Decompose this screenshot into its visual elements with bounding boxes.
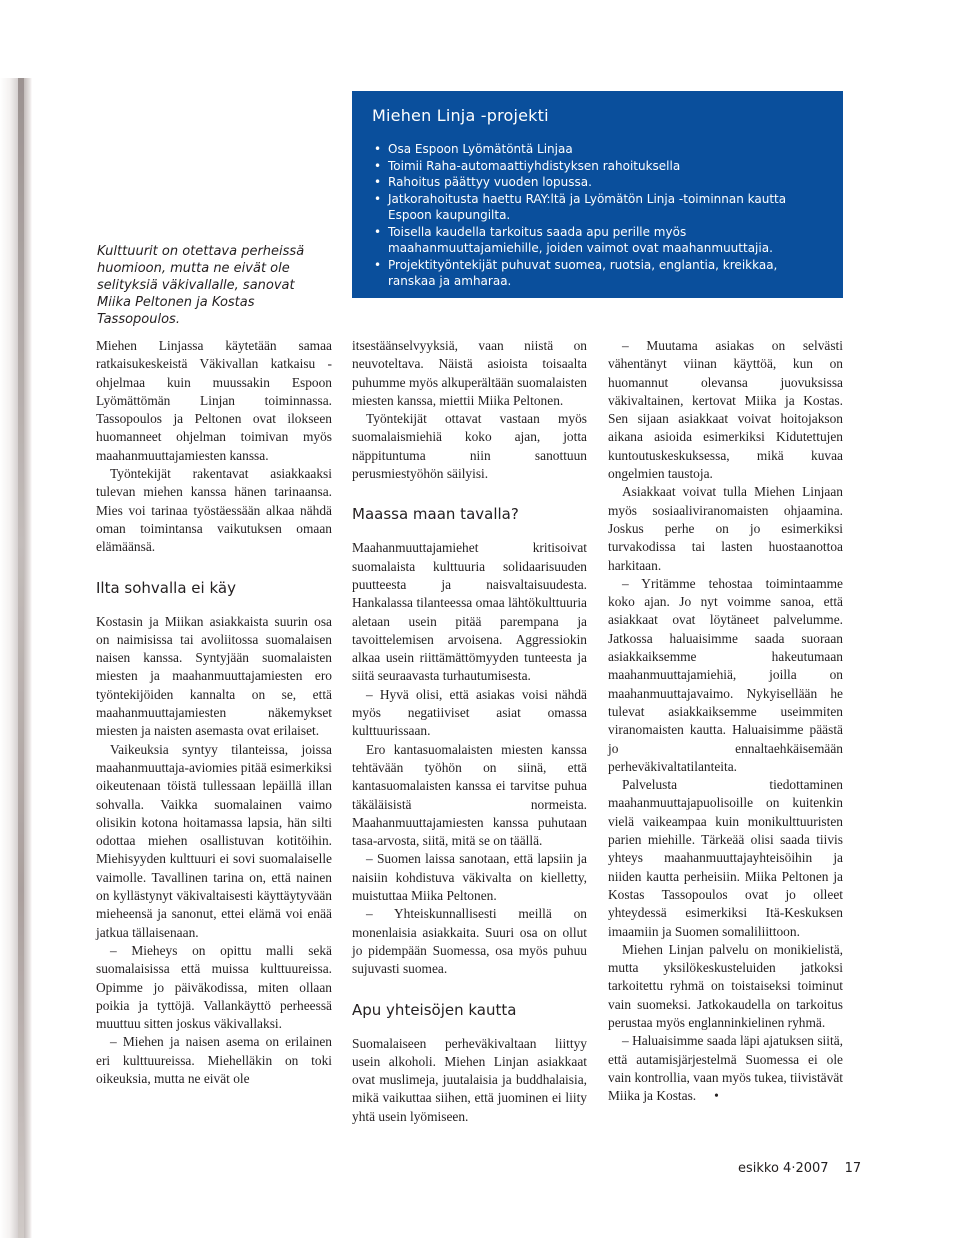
paragraph: Asiakkaat voivat tulla Miehen Linjaan myös sosiaaliviranomaisten ohjaamina. Joskus perhe on jo esimerkiksi turvakodissa tai lasten huostaanottoa harkitaan. [608,484,843,573]
paragraph: – Mieheys on opittu malli sekä suomalaisissa että muissa kulttuureissa. Opimme jo päiväkodissa, miten ollaan poikia ja tyttöjä. Vallankäyttö perheessä muuttuu sitten joskus väkivallaksi. [96,942,332,1032]
info-box-title: Miehen Linja -projekti [372,106,549,125]
info-box-item: • Toimii Raha-automaattiyhdistyksen rahoituksella [372,158,823,175]
paragraph: itsestäänselvyyksiä, vaan niistä on neuvoteltava. Näistä asioista toisaalta puhumme myös alkuperältään suomalaisten miesten kanssa, miettii Miika Peltonen. [352,338,587,408]
paragraph: Kostasin ja Miikan asiakkaista suurin osa on naimisissa tai avoliitossa suomalaisen naisen kanssa. Syntyjään suomalaisten miesten ja maahanmuuttajamiesten ero työntekijöiden kannalta on se, että maahanmuuttajamiesten näkemykset miesten ja naisten asemasta ovat erilaiset. [96,613,332,739]
info-box [352,91,843,298]
info-box-item: • Osa Espoon Lyömätöntä Linjaa [372,141,823,158]
paragraph [608,1032,843,1105]
subheading: Maassa maan tavalla? [352,505,519,524]
info-box-list [372,141,823,290]
paragraph: – Muutama asiakas on selvästi vähentänyt viinan käyttöä, kun on huomannut olevansa juovuksissa väkivaltainen, kertovat Miika ja Kostas. Sen sijaan asiakkaat voivat hoitojakson aikana asioida esimerkiksi Kidutettujen kuntoutuskeskuksessa, mikä kuvaa ongelmien taustoja. [608,338,843,482]
paragraph: – Miehen ja naisen asema on erilainen eri kulttuureissa. Miehelläkin on toki oikeuksia, mutta ne eivät ole [96,1034,332,1086]
paragraph: Vaikeuksia syntyy tilanteissa, joissa maahanmuuttaja-aviomies pitää esimerkiksi oikeutenaan töistä tullessaan lepäillä illan sohvalla. Vaikka suomalainen vaimo olisikin kotona hoitamassa lapsia, hän silti odottaa miehen osallistuvan kotitöihin. Miehisyyden kulttuuri ei sovi suomalaiselle vaimolle. Tavallinen tarina on, että nainen on kyllästynyt väkivaltaisesti käyttäytyvään mieheensä ja sanonut, ettei elämä voi enää jatkua tällaisenaan. [96,741,332,940]
article-column-2 [352,337,587,1126]
page-number: 17 [844,1161,862,1176]
paragraph: – Hyvä olisi, että asiakas voisi nähdä myös negatiiviset asiat omassa kulttuurissaan. [352,686,587,739]
info-box-item: • Jatkorahoitusta haettu RAY:ltä ja Lyömätön Linja -toiminnan kautta Espoon kaupungilta. [372,191,823,224]
photo-edge [0,78,32,1238]
end-mark: • [714,1088,719,1104]
paragraph-text: – Haluaisimme saada läpi ajatuksen siitä, että autamisjärjestelmä Suomessa ei ole vain kontrollia, vaan myös tukea, tiivistävät Miika ja Kostas. [608,1033,843,1104]
paragraph: Työntekijät ottavat vastaan myös suomalaismiehiä koko ajan, jotta näppituntuma niin sanottuun perusmiestyöhön säilyisi. [352,411,587,482]
subheading: Ilta sohvalla ei käy [96,578,236,597]
paragraph: – Yritämme tehostaa toimintaamme koko ajan. Jo nyt voimme sanoa, että asiakkaat ovat löytäneet palvelumme. Jatkossa haluaisimme saada suoraan asiakkaiksemme hakeutumaan maahanmuuttajamiehiä, joilla on maahanmuuttajavaimo. Nykyisellään he tulevat asiakkaiksemme useimmiten viranomaisten kautta. Haluaisimme päästä jo ennaltaehkäisemään perheväkivaltatilanteita. [608,575,843,774]
paragraph: Miehen Linjassa käytetään samaa ratkaisukeskeistä Väkivallan katkaisu -ohjelmaa kuin muussakin Espoon Lyömättömän Linjan toiminnassa. Tassopoulos ja Peltonen ovat ilokseen huomanneet ohjelman toimivan myös maahanmuuttajamiesten kanssa. [96,338,332,463]
publication-name: esikko 4·2007 [738,1161,829,1176]
paragraph: – Yhteiskunnallisesti meillä on monenlaisia asiakkaita. Suuri osa on ollut jo pidempään Suomessa, osa myös puhuu sujuvasti suomea. [352,906,587,977]
info-box-item: • Toisella kaudella tarkoitus saada apu perille myös maahanmuuttajamiehille, joiden vaimot ovat maahanmuuttajia. [372,224,823,257]
paragraph: Ero kantasuomalaisten miesten kanssa tehtävään työhön on siinä, että kantasuomalaisten kanssa ei tarvitse puhua täkäläisistä normeista. Maahanmuuttajamiesten kanssa puhutaan tasa-arvosta, siitä, mitä se on täällä. [352,741,587,849]
page-footer [738,1161,861,1176]
photo-caption: Kulttuurit on otettava perheissä huomioon, mutta ne eivät ole selityksiä väkivallalle, sanovat Miika Peltonen ja Kostas Tassopoulos. [97,244,305,327]
article-column-3 [608,337,843,1105]
paragraph: Palvelusta tiedottaminen maahanmuuttajapuolisoille on kuitenkin vielä vaikeampaa kuin monikulttuuristen parien miehille. Tärkeää olisi saada tiivis yhteys maahanmuuttajayhteisöihin ja niiden kautta perheisiin. Miika Peltonen ja Kostas Tassopoulos ovat jo olleet yhteydessä esimerkiksi Itä-Keskuksen imaamiin ja Suomen somaliliittoon. [608,777,843,939]
subheading: Apu yhteisöjen kautta [352,1000,517,1019]
paragraph: Miehen Linjan palvelu on monikielistä, mutta yksilökeskusteluiden jatkoksi tarkoitettu ryhmä on toistaiseksi toiminut vain suomeksi. Jatkokaudella on tarkoitus perustaa myös englanninkielinen ryhmä. [608,941,843,1030]
paragraph: Työntekijät rakentavat asiakkaaksi tulevan miehen kanssa hänen tarinaansa. Mies voi tarinaa työstäessään alkaa nähdä oman toimintansa vaikutuksen omaan elämäänsä. [96,466,332,555]
info-box-item: • Projektityöntekijät puhuvat suomea, ruotsia, englantia, kreikkaa, ranskaa ja amharaa. [372,257,823,290]
paragraph: Maahanmuuttajamiehet kritisoivat suomalaista kulttuuria solidaarisuuden puutteesta ja naisvaltaisuudesta. Hankalassa tilanteessa omaa lähtökulttuuria aletaan usein pitää parempana ja tavoittelemisen arvoisena. Aggressiokin alkaa usein riittämättömyyden tunteesta ja siitä seuraavasta turhautumisesta. [352,540,587,684]
paragraph: Suomalaiseen perheväkivaltaan liittyy usein alkoholi. Miehen Linjan asiakkaat ovat muslimeja, juutalaisia ja buddhalaisia, mikä vaikuttaa siihen, että juominen ei liity yhtä usein lyömiseen. [352,1035,587,1124]
info-box-item: • Rahoitus päättyy vuoden lopussa. [372,174,823,191]
article-column-1 [96,337,332,1088]
paragraph: – Suomen laissa sanotaan, että lapsiin ja naisiin kohdistuva väkivalta on kielletty, muistuttaa Miika Peltonen. [352,851,587,904]
